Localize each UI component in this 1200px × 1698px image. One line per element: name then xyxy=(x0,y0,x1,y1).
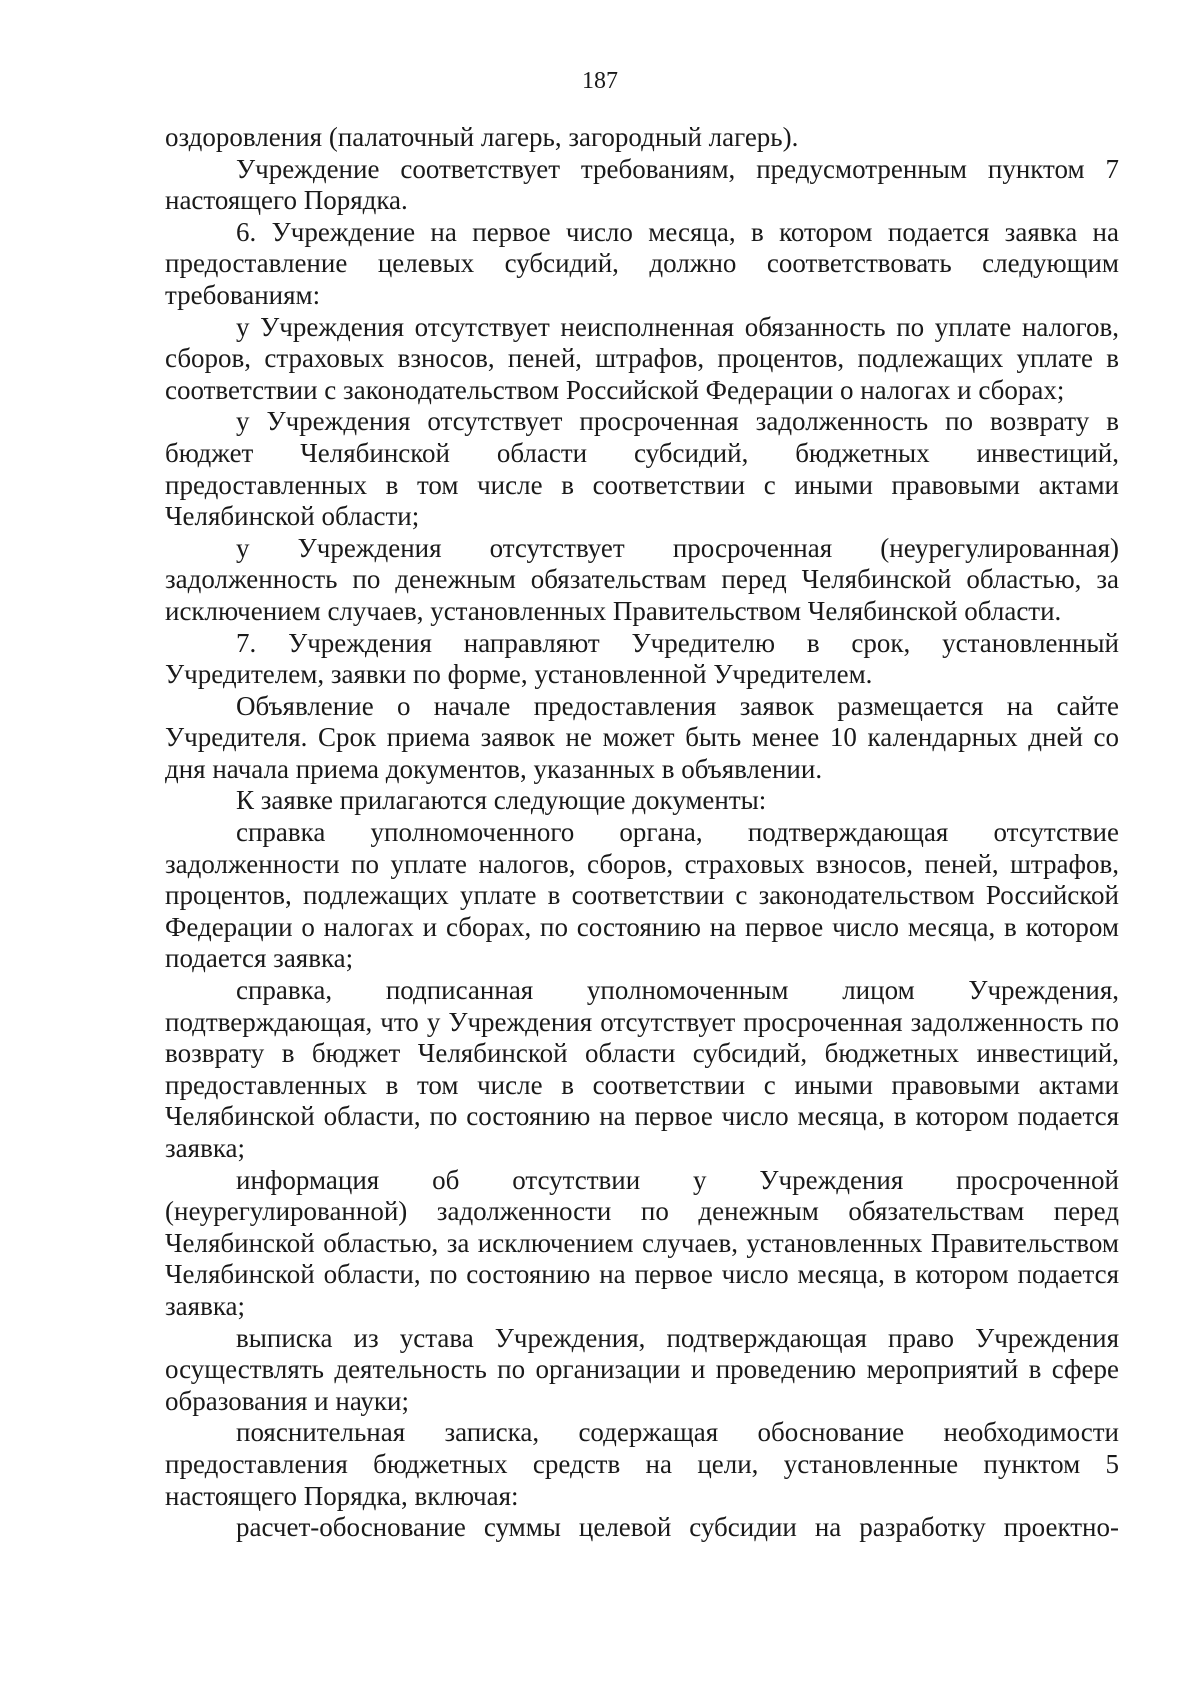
paragraph: расчет-обоснование суммы целевой субсидии на разработку проектно- xyxy=(236,1512,1119,1543)
paragraph: выписка из устава Учреждения, подтверждающая право Учреждения осуществлять деятельность по организации и проведению мероприятий в сфере образования и науки; xyxy=(165,1322,1119,1416)
paragraph: справка уполномоченного органа, подтверждающая отсутствие задолженности по уплате налогов, сборов, страховых взносов, пеней, штрафов, процентов, подлежащих уплате в соответствии с законодательством Российской Федерации о налогах и сборах, по состоянию на первое число месяца, в котором подается заявка; xyxy=(165,817,1119,974)
paragraph: оздоровления (палаточный лагерь, загородный лагерь). xyxy=(165,122,799,152)
paragraph: информация об отсутствии у Учреждения просроченной (неурегулированной) задолженности по денежным обязательствам перед Челябинской областью, за исключением случаев, установленных Правительством Челябинской области, по состоянию на первое число месяца, в котором подается заявка; xyxy=(165,1164,1119,1321)
paragraph: у Учреждения отсутствует просроченная (неурегулированная) задолженность по денежным обязательствам перед Челябинской областью, за исключением случаев, установленных Правительством Челябинской области. xyxy=(165,532,1119,626)
paragraph: Объявление о начале предоставления заявок размещается на сайте Учредителя. Срок приема заявок не может быть менее 10 календарных дней со дня начала приема документов, указанных в объявлении. xyxy=(165,690,1119,784)
document-body xyxy=(165,122,1119,1544)
paragraph: К заявке прилагаются следующие документы: xyxy=(236,785,767,816)
paragraph: 6. Учреждение на первое число месяца, в котором подается заявка на предоставление целевых субсидий, должно соответствовать следующим требованиям: xyxy=(165,216,1119,310)
paragraph: у Учреждения отсутствует неисполненная обязанность по уплате налогов, сборов, страховых взносов, пеней, штрафов, процентов, подлежащих уплате в соответствии с законодательством Российской Федерации о налогах и сборах; xyxy=(165,311,1119,405)
paragraph: 7. Учреждения направляют Учредителю в срок, установленный Учредителем, заявки по форме, установленной Учредителем. xyxy=(165,627,1119,690)
paragraph: Учреждение соответствует требованиям, предусмотренным пунктом 7 настоящего Порядка. xyxy=(165,153,1119,216)
paragraph: справка, подписанная уполномоченным лицом Учреждения, подтверждающая, что у Учреждения отсутствует просроченная задолженность по возврату в бюджет Челябинской области субсидий, бюджетных инвестиций, предоставленных в том числе в соответствии с иными правовыми актами Челябинской области, по состоянию на первое число месяца, в котором подается заявка; xyxy=(165,975,1119,1163)
paragraph: у Учреждения отсутствует просроченная задолженность по возврату в бюджет Челябинской области субсидий, бюджетных инвестиций, предоставленных в том числе в соответствии с иными правовыми актами Челябинской области; xyxy=(165,406,1119,532)
page-number: 187 xyxy=(582,68,618,94)
paragraph: пояснительная записка, содержащая обоснование необходимости предоставления бюджетных средств на цели, установленные пунктом 5 настоящего Порядка, включая: xyxy=(165,1417,1119,1511)
